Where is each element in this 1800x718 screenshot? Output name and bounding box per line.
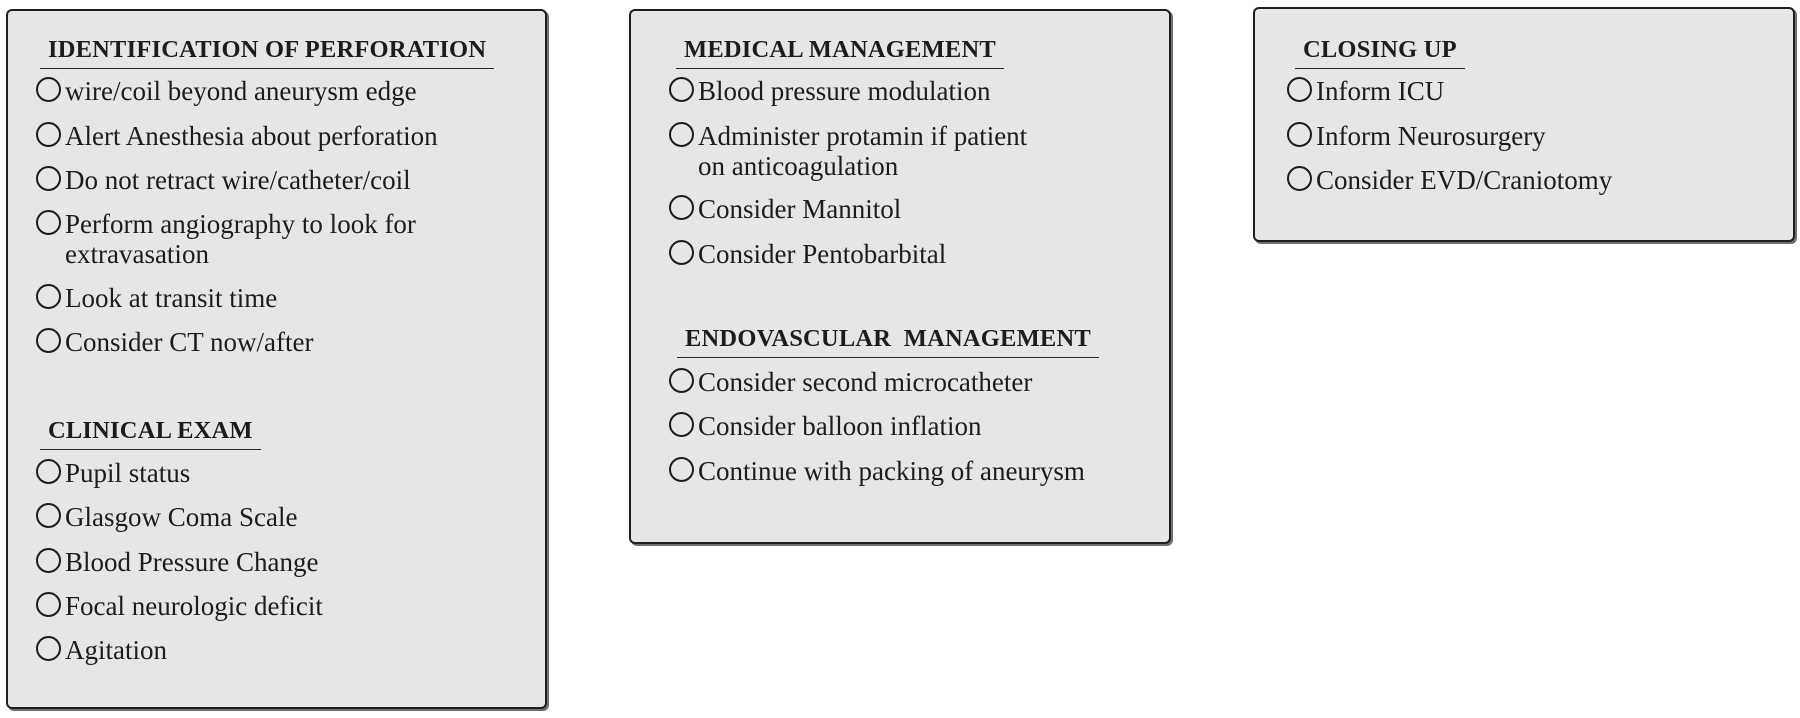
checklist-item[interactable]: Look at transit time (36, 283, 277, 313)
radio-circle-icon[interactable] (669, 457, 694, 482)
checklist-item[interactable]: Consider second microcatheter (669, 367, 1032, 397)
checklist-item[interactable]: Alert Anesthesia about perforation (36, 121, 438, 151)
checklist-item[interactable]: Focal neurologic deficit (36, 591, 323, 621)
radio-circle-icon[interactable] (669, 368, 694, 393)
checklist-item[interactable]: Consider Pentobarbital (669, 239, 946, 269)
checklist-item[interactable]: Blood pressure modulation (669, 76, 990, 106)
radio-circle-icon[interactable] (36, 636, 61, 661)
radio-circle-icon[interactable] (36, 459, 61, 484)
checklist-panel-management (629, 9, 1171, 544)
checklist-item[interactable]: Do not retract wire/catheter/coil (36, 165, 411, 195)
checklist-item[interactable]: Glasgow Coma Scale (36, 502, 297, 532)
checklist-item[interactable]: Inform Neurosurgery (1287, 121, 1546, 151)
radio-circle-icon[interactable] (669, 122, 694, 147)
section-heading: IDENTIFICATION OF PERFORATION (40, 35, 494, 69)
radio-circle-icon[interactable] (1287, 166, 1312, 191)
checklist-panel-perforation (6, 9, 547, 709)
section-heading: CLOSING UP (1295, 35, 1465, 69)
radio-circle-icon[interactable] (36, 592, 61, 617)
checklist-item[interactable]: Perform angiography to look for extravasation (36, 209, 416, 269)
checklist-item[interactable]: wire/coil beyond aneurysm edge (36, 76, 417, 106)
checklist-panel-closing-up (1253, 7, 1795, 242)
section-heading: CLINICAL EXAM (40, 416, 261, 450)
checklist-item[interactable]: Agitation (36, 635, 167, 665)
radio-circle-icon[interactable] (669, 195, 694, 220)
checklist-item[interactable]: Blood Pressure Change (36, 547, 318, 577)
checklist-item[interactable]: Consider EVD/Craniotomy (1287, 165, 1612, 195)
radio-circle-icon[interactable] (36, 77, 61, 102)
checklist-item[interactable]: Administer protamin if patient on anticoagulation (669, 121, 1027, 181)
radio-circle-icon[interactable] (669, 240, 694, 265)
checklist-item[interactable]: Pupil status (36, 458, 190, 488)
checklist-item[interactable]: Inform ICU (1287, 76, 1444, 106)
radio-circle-icon[interactable] (36, 210, 61, 235)
checklist-item[interactable]: Consider Mannitol (669, 194, 901, 224)
checklist-item[interactable]: Consider CT now/after (36, 327, 313, 357)
radio-circle-icon[interactable] (36, 122, 61, 147)
radio-circle-icon[interactable] (1287, 77, 1312, 102)
radio-circle-icon[interactable] (669, 77, 694, 102)
section-heading: ENDOVASCULAR MANAGEMENT (677, 324, 1099, 358)
radio-circle-icon[interactable] (36, 166, 61, 191)
radio-circle-icon[interactable] (36, 503, 61, 528)
radio-circle-icon[interactable] (36, 548, 61, 573)
radio-circle-icon[interactable] (669, 412, 694, 437)
radio-circle-icon[interactable] (36, 328, 61, 353)
checklist-item[interactable]: Consider balloon inflation (669, 411, 981, 441)
radio-circle-icon[interactable] (1287, 122, 1312, 147)
radio-circle-icon[interactable] (36, 284, 61, 309)
section-heading: MEDICAL MANAGEMENT (676, 35, 1004, 69)
checklist-item[interactable]: Continue with packing of aneurysm (669, 456, 1085, 486)
